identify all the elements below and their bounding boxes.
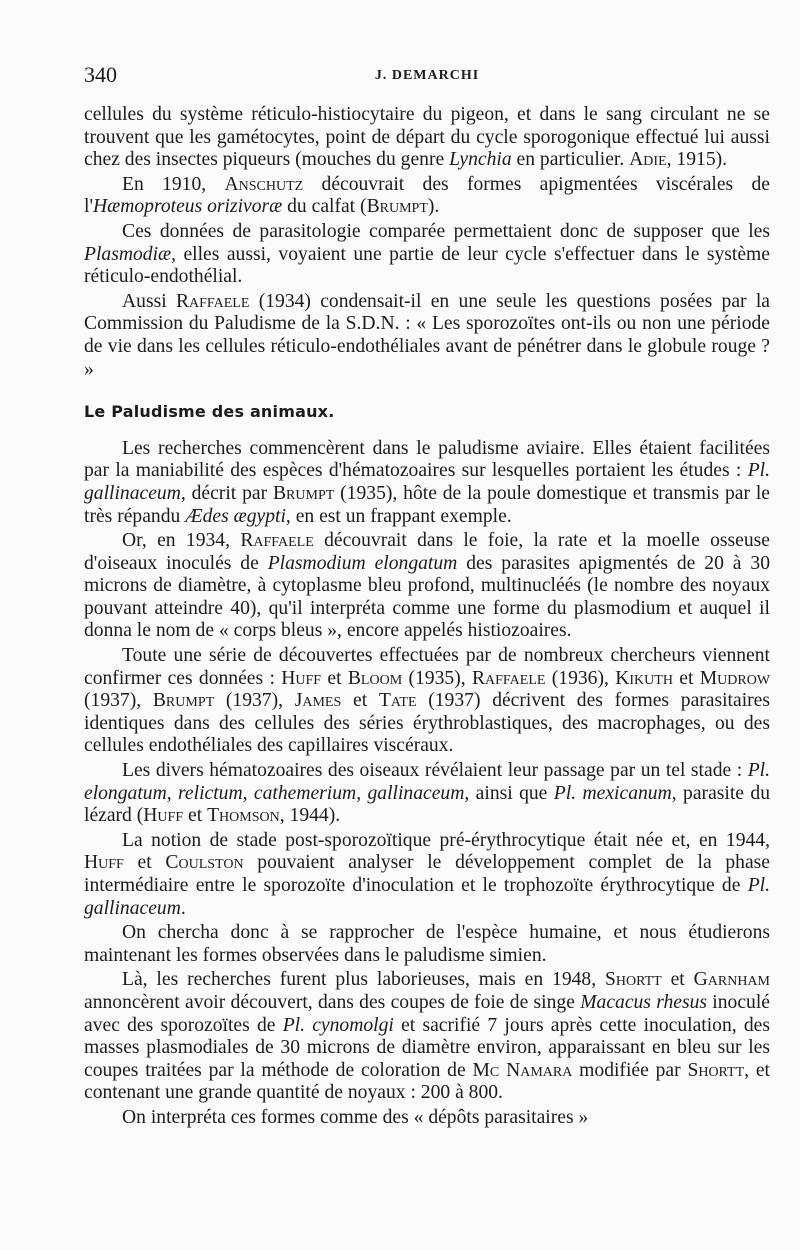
paragraph: cellules du système réticulo-histiocytaire du pigeon, et dans le sang circulant ne se trouvent que les gamétocytes, point de départ du cycle sporogonique effectué lui aussi chez des insectes piqueurs (mouches du genre Lynchia en particulier. Adie, 1915).	[84, 104, 770, 171]
section-heading: Le Paludisme des animaux.	[84, 402, 335, 422]
paragraph: La notion de stade post-sporozoïtique pré-érythrocytique était née et, en 1944, Huff et Coulston pouvaient analyser le développement complet de la phase intermédiaire entre le sporozoïte d'inoculation et le trophozoïte érythrocytique de Pl. gallinaceum.	[84, 829, 770, 919]
paragraph: Ces données de parasitologie comparée permettaient donc de supposer que les Plasmodiæ, elles aussi, voyaient une partie de leur cycle s'effectuer dans le système réticulo-endothélial.	[84, 220, 770, 288]
page-number: 340	[84, 62, 117, 87]
page-header	[84, 62, 770, 94]
paragraph: Or, en 1934, Raffaele découvrait dans le foie, la rate et la moelle osseuse d'oiseaux inoculés de Plasmodium elongatum des parasites apigmentés de 20 à 30 microns de diamètre, à cytoplasme bleu profond, multinucléés (le nombre des noyaux pouvant atteindre 40), qu'il interpréta comme une forme du plasmodium et auquel il donna le nom de « corps bleus », encore appelés histiozoaires.	[84, 530, 770, 642]
running-title: J. DEMARCHI	[374, 68, 480, 83]
body-text	[84, 104, 770, 1132]
paragraph: On interpréta ces formes comme des « dépôts parasitaires »	[122, 1106, 589, 1128]
paragraph: Aussi Raffaele (1934) condensait-il en une seule les questions posées par la Commission du Paludisme de la S.D.N. : « Les sporozoïtes ont-ils ou non une période de vie dans les cellules réticulo-endothéliales avant de pénétrer dans le globule rouge ? »	[84, 290, 770, 380]
paragraph: Les divers hématozoaires des oiseaux révélaient leur passage par un tel stade : Pl. elongatum, relictum, cathemerium, gallinaceum, ainsi que Pl. mexicanum, parasite du lézard (Huff et Thomson, 1944).	[84, 760, 770, 827]
paragraph: On chercha donc à se rapprocher de l'espèce humaine, et nous étudierons maintenant les formes observées dans le paludisme simien.	[84, 922, 770, 966]
paragraph: Les recherches commencèrent dans le paludisme aviaire. Elles étaient facilitées par la maniabilité des espèces d'hématozoaires sur lesquelles portaient les études : Pl. gallinaceum, décrit par Brumpt (1935), hôte de la poule domestique et transmis par le très répandu Ædes ægypti, en est un frappant exemple.	[84, 437, 770, 527]
paragraph: Toute une série de découvertes effectuées par de nombreux chercheurs viennent confirmer ces données : Huff et Bloom (1935), Raffaele (1936), Kikuth et Mudrow (1937), Brumpt (1937), James et Tate (1937) décrivent des formes parasitaires identiques dans des cellules des séries érythroblastiques, des macrophages, ou des cellules endothéliales des capillaires viscéraux.	[84, 645, 771, 757]
paragraph: En 1910, Anschutz découvrait des formes apigmentées viscérales de l'Hæmoproteus orizivoræ du calfat (Brumpt).	[84, 173, 770, 218]
paragraph: Là, les recherches furent plus laborieuses, mais en 1948, Shortt et Garnham annoncèrent avoir découvert, dans des coupes de foie de singe Macacus rhesus inoculé avec des sporozoïtes de Pl. cynomolgi et sacrifié 7 jours après cette inoculation, des masses plasmodiales de 30 microns de diamètre environ, apparaissant en bleu sur les coupes traitées par la méthode de coloration de Mc Namara modifiée par Shortt, et contenant une grande quantité de noyaux : 200 à 800.	[84, 969, 771, 1104]
